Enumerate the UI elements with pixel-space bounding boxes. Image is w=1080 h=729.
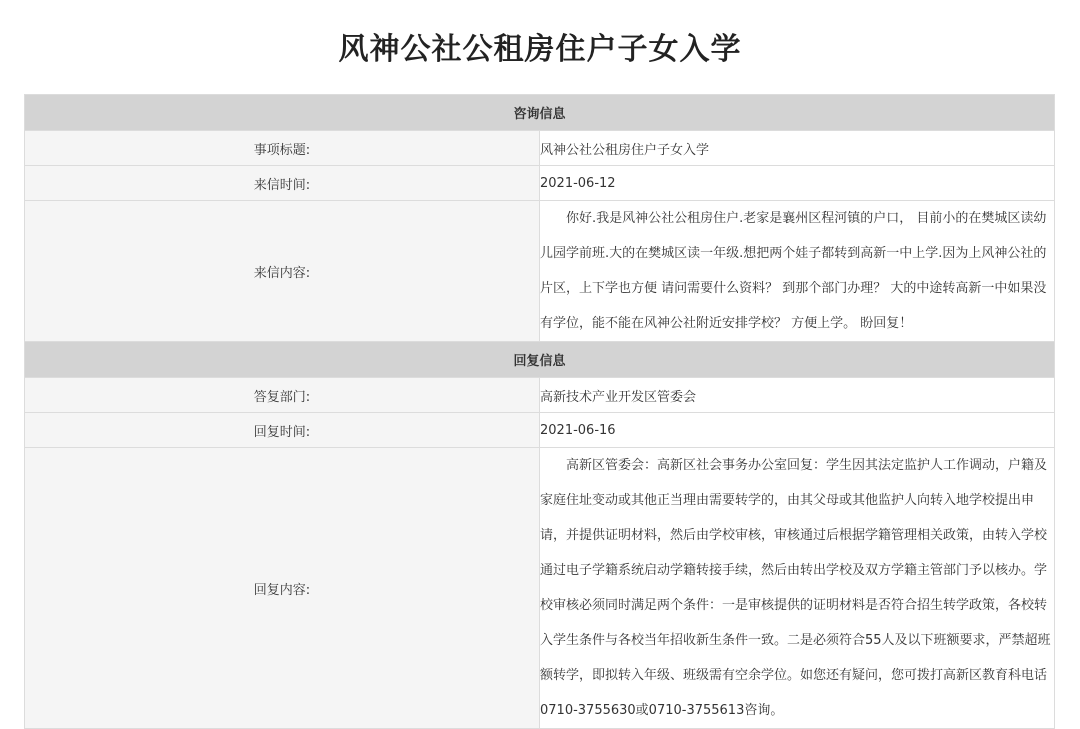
reply-date-label: 回复时间:	[25, 413, 540, 448]
reply-content-row	[25, 448, 1055, 729]
reply-content-label: 回复内容:	[25, 448, 540, 729]
info-table	[24, 94, 1055, 729]
reply-section-header-row	[25, 342, 1055, 378]
reply-dept-value: 高新技术产业开发区管委会	[540, 378, 1055, 413]
letter-date-label: 来信时间:	[25, 166, 540, 201]
letter-content-row	[25, 201, 1055, 342]
reply-date-value: 2021-06-16	[540, 413, 1055, 448]
reply-content-text: 高新区管委会：高新区社会事务办公室回复：学生因其法定监护人工作调动，户籍及家庭住址变动或其他正当理由需要转学的，由其父母或其他监护人向转入地学校提出申请，并提供证明材料，然后由学校审核，审核通过后根据学籍管理相关政策，由转入学校通过电子学籍系统启动学籍转接手续，然后由转出学校及双方学籍主管部门予以核办。学校审核必须同时满足两个条件：一是审核提供的证明材料是否符合招生转学政策，各校转入学生条件与各校当年招收新生条件一致。二是必须符合55人及以下班额要求，严禁超班额转学，即拟转入年级、班级需有空余学位。如您还有疑问，您可拨打高新区教育科电话0710-3755630或0710-3755613咨询。	[540, 458, 1051, 718]
page-title: 风神公社公租房住户子女入学	[338, 32, 742, 67]
reply-content-cell	[540, 448, 1055, 729]
letter-date-value: 2021-06-12	[540, 166, 1055, 201]
subject-value: 风神公社公租房住户子女入学	[540, 131, 1055, 166]
letter-date-row	[25, 166, 1055, 201]
reply-dept-row	[25, 378, 1055, 413]
letter-content-text: 你好.我是风神公社公租房住户.老家是襄州区程河镇的户口， 目前小的在樊城区读幼儿园学前班.大的在樊城区读一年级.想把两个娃子都转到高新一中上学.因为上风神公社的片区，上下学也方便 请问需要什么资料？ 到那个部门办理？ 大的中途转高新一中如果没有学位，能不能在风神公社附近安排学校？ 方便上学。 盼回复！	[540, 211, 1047, 331]
subject-label: 事项标题:	[25, 131, 540, 166]
letter-content-label: 来信内容:	[25, 201, 540, 342]
letter-content-cell	[540, 201, 1055, 342]
reply-date-row	[25, 413, 1055, 448]
reply-section-header: 回复信息	[25, 342, 1055, 378]
reply-dept-label: 答复部门:	[25, 378, 540, 413]
consult-section-header: 咨询信息	[25, 95, 1055, 131]
consult-section-header-row	[25, 95, 1055, 131]
subject-row	[25, 131, 1055, 166]
